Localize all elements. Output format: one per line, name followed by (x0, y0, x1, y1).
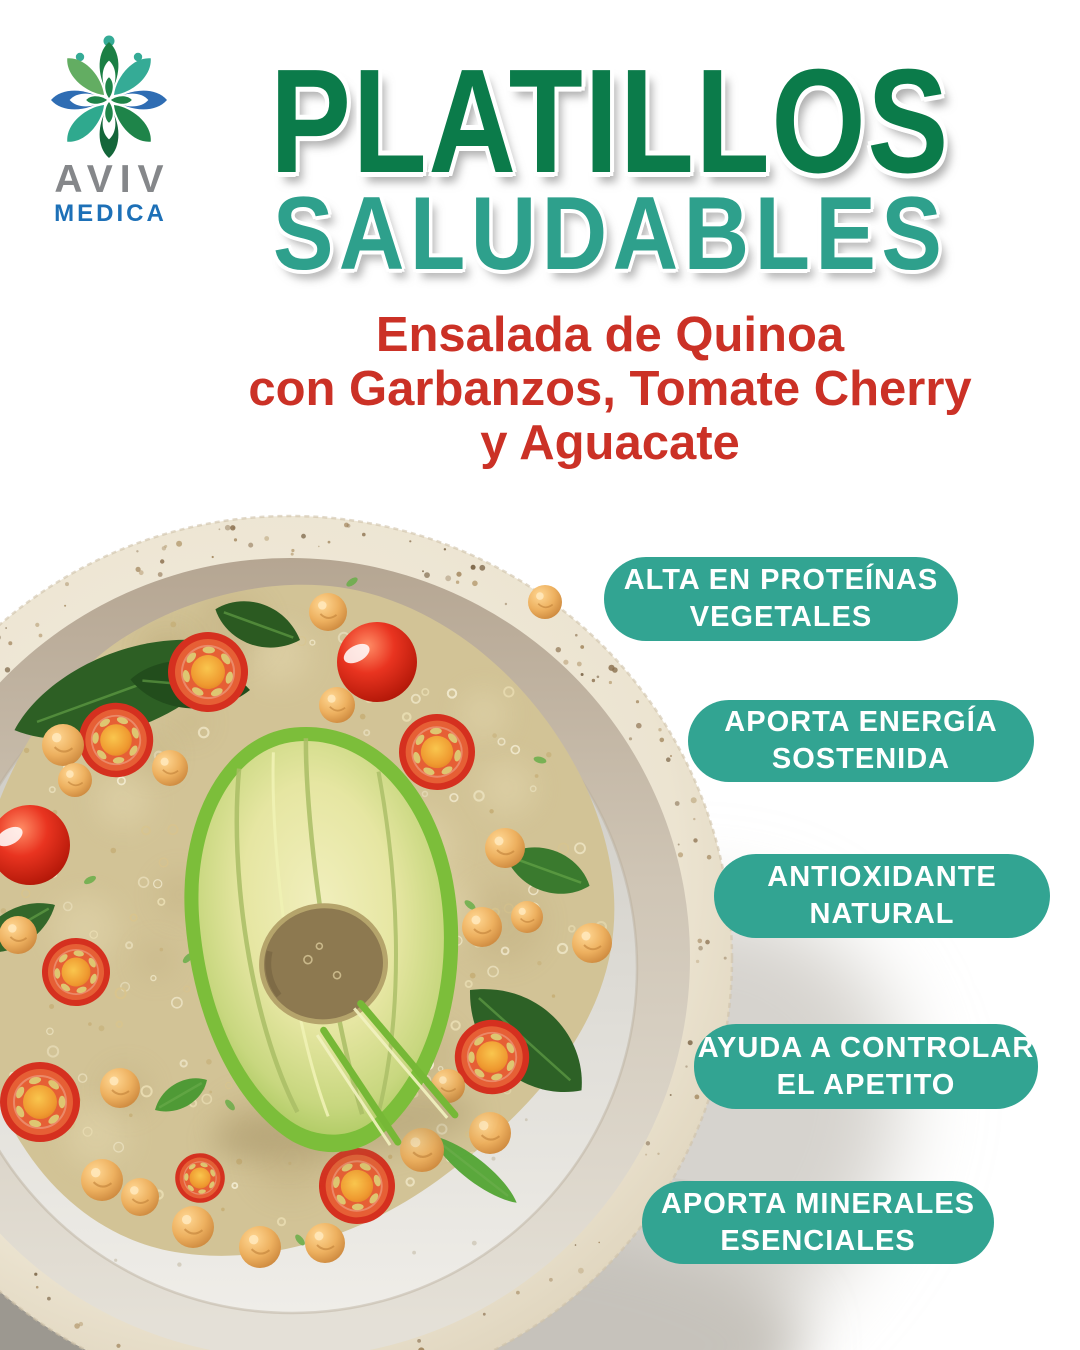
chickpea-highlight (52, 733, 61, 742)
quinoa-grain (492, 733, 497, 738)
rim-speckle (164, 545, 167, 548)
rim-speckle (8, 641, 12, 645)
quinoa-grain (288, 1162, 291, 1165)
rim-speckle (577, 662, 582, 667)
rim-speckle (136, 550, 138, 552)
rim-speckle (580, 645, 584, 649)
chickpea-highlight (91, 1168, 100, 1177)
rim-speckle (65, 582, 69, 586)
rim-speckle (471, 565, 476, 570)
rim-speckle (670, 755, 672, 757)
quinoa-grain (489, 809, 493, 813)
quinoa-grain (88, 1022, 92, 1026)
chickpea-highlight (161, 758, 169, 766)
chickpea (528, 585, 562, 619)
chickpea-highlight (536, 592, 544, 600)
rim-speckle (47, 1297, 51, 1301)
rim-speckle (695, 1095, 700, 1100)
benefit-text: APORTA MINERALES (660, 1187, 976, 1220)
rim-speckle (472, 581, 478, 587)
chickpea-body (152, 750, 188, 786)
chickpea-body (572, 923, 612, 963)
rim-speckle (39, 634, 43, 638)
rim-speckle (456, 572, 461, 577)
rim-speckle (636, 723, 642, 729)
rim-speckle (64, 605, 66, 607)
rim-speckle (291, 553, 294, 556)
benefit-badge-antioxidante (714, 854, 1050, 938)
rim-speckle (328, 541, 331, 544)
chickpea-body (309, 593, 347, 631)
chickpea-highlight (582, 932, 591, 941)
benefit-text: ALTA EN PROTEÍNAS (623, 564, 939, 596)
rim-speckle (176, 541, 182, 547)
benefit-text: VEGETALES (689, 601, 873, 633)
rim-speckle (575, 634, 578, 637)
rim-speckle (301, 534, 306, 539)
quinoa-grain (111, 848, 117, 854)
benefit-text: SOSTENIDA (771, 743, 951, 775)
rim-speckle (212, 556, 214, 558)
chickpea-highlight (439, 1076, 447, 1084)
chickpea-body (58, 763, 92, 797)
benefit-text: AYUDA A CONTROLAR (697, 1031, 1035, 1064)
chickpea (319, 687, 355, 723)
well-speckle (177, 1262, 181, 1266)
well-speckle (114, 1259, 117, 1262)
dish-name-line3: y Aguacate (480, 416, 740, 470)
rim-speckle (660, 738, 665, 743)
chickpea-body (239, 1226, 281, 1268)
rim-speckle (646, 1141, 650, 1145)
rim-speckle (5, 627, 7, 629)
cherry-tomato (337, 622, 417, 702)
chickpea (462, 907, 502, 947)
quinoa-grain (160, 948, 164, 952)
rim-speckle (670, 1094, 672, 1096)
chickpea-body (305, 1223, 345, 1263)
chickpea (42, 724, 84, 766)
rim-speckle (158, 572, 163, 577)
rim-speckle (575, 1244, 577, 1246)
chickpea-body (0, 916, 37, 954)
well-speckle (525, 1118, 528, 1121)
brand-logo (18, 28, 200, 227)
well-speckle (412, 1251, 416, 1255)
chickpea-body (81, 1159, 123, 1201)
rim-speckle (581, 673, 584, 676)
rim-speckle (597, 676, 600, 679)
chickpea-body (172, 1206, 214, 1248)
rim-speckle (74, 1323, 80, 1329)
chickpea-body (319, 687, 355, 723)
rim-speckle (116, 1344, 120, 1348)
rim-speckle (678, 844, 680, 846)
benefit-badge-minerales (642, 1181, 994, 1264)
chickpea (58, 763, 92, 797)
rim-speckle (724, 957, 727, 960)
quinoa-light-patch (480, 760, 535, 815)
rim-speckle (479, 565, 485, 571)
rim-speckle (657, 1153, 659, 1155)
chickpea (81, 1159, 123, 1201)
chickpea-body (42, 724, 84, 766)
benefit-text: ESENCIALES (720, 1224, 916, 1257)
benefit-text: APORTA ENERGÍA (724, 706, 998, 738)
rim-speckle (629, 737, 632, 740)
chickpea (309, 593, 347, 631)
quinoa-grain (49, 1004, 54, 1009)
chickpea (0, 916, 37, 954)
chickpea (485, 828, 525, 868)
quinoa-shadow-patch (139, 942, 175, 978)
quinoa-grain (360, 714, 366, 720)
rim-speckle (456, 581, 459, 584)
chickpea (100, 1068, 140, 1108)
rim-speckle (556, 647, 561, 652)
rim-speckle (344, 523, 349, 528)
rim-speckle (678, 852, 683, 857)
rim-speckle (5, 667, 10, 672)
chickpea-highlight (249, 1235, 258, 1244)
rim-speckle (609, 681, 612, 684)
rim-speckle (578, 1268, 584, 1274)
rim-speckle (705, 940, 710, 945)
chickpea (511, 901, 543, 933)
brand-name: AVIV (54, 158, 171, 201)
quinoa-grain (170, 622, 176, 628)
rim-speckle (698, 939, 703, 944)
chickpea-highlight (66, 770, 74, 778)
rim-speckle (636, 700, 639, 703)
rim-speckle (35, 623, 39, 627)
rim-speckle (666, 757, 671, 762)
rim-speckle (688, 1040, 693, 1045)
well-speckle (472, 1241, 477, 1246)
rim-speckle (160, 559, 164, 563)
dish-name-line1: Ensalada de Quinoa (375, 308, 845, 362)
rim-speckle (693, 838, 697, 842)
rim-speckle (549, 1278, 553, 1282)
rim-speckle (685, 1065, 687, 1067)
quinoa-grain (388, 1155, 392, 1159)
rim-speckle (444, 548, 446, 550)
quinoa-grain (24, 748, 29, 753)
rim-speckle (658, 728, 661, 731)
chickpea (121, 1178, 159, 1216)
chickpea-body (462, 907, 502, 947)
quinoa-grain (470, 973, 476, 979)
dish-name-line2: con Garbanzos, Tomate Cherry (248, 362, 972, 416)
chickpea-body (528, 585, 562, 619)
quinoa-grain (129, 1114, 133, 1118)
benefit-badge-energia (688, 700, 1034, 782)
chickpea-body (485, 828, 525, 868)
chickpea-highlight (8, 924, 17, 933)
rim-speckle (691, 797, 697, 803)
quinoa-grain (236, 1159, 242, 1165)
rim-speckle (693, 818, 695, 820)
rim-speckle (230, 525, 235, 530)
rim-speckle (36, 1286, 39, 1289)
rim-speckle (362, 533, 366, 537)
rim-speckle (422, 570, 424, 572)
tomato-core (23, 1085, 57, 1119)
poster-title-line1: PLATILLOS (270, 39, 950, 204)
chickpea-highlight (130, 1186, 139, 1195)
chickpea-highlight (479, 1121, 488, 1130)
chickpea-highlight (472, 916, 481, 925)
rim-speckle (225, 525, 231, 531)
chickpea (239, 1226, 281, 1268)
quinoa-grain (537, 961, 541, 965)
rim-speckle (592, 679, 595, 682)
chickpea-highlight (318, 601, 327, 610)
rim-speckle (505, 603, 507, 605)
rim-speckle (598, 1242, 600, 1244)
quinoa-grain (221, 1208, 225, 1212)
poster-title-line2: SALUDABLES (272, 176, 948, 292)
rim-speckle (698, 946, 703, 951)
chickpea-highlight (315, 1232, 324, 1241)
quinoa-grain (99, 1025, 105, 1031)
dish-name (120, 308, 1080, 470)
chickpea-highlight (519, 908, 526, 915)
rim-speckle (445, 575, 451, 581)
rim-speckle (291, 549, 294, 552)
well-speckle (492, 1157, 496, 1161)
chickpea-body (100, 1068, 140, 1108)
quinoa-grain (546, 752, 551, 757)
chickpea (152, 750, 188, 786)
benefit-badge-apetito (694, 1024, 1038, 1109)
brand-subname: MEDICA (54, 199, 167, 227)
benefit-text: EL APETITO (776, 1068, 956, 1101)
chickpea (469, 1112, 511, 1154)
chickpea-highlight (328, 695, 336, 703)
chickpea-body (121, 1178, 159, 1216)
benefit-text: ANTIOXIDANTE (767, 861, 997, 893)
rim-speckle (417, 1339, 421, 1343)
chickpea-body (469, 1112, 511, 1154)
rim-speckle (608, 665, 614, 671)
lotus-flower-icon (34, 28, 184, 160)
rim-speckle (318, 546, 320, 548)
quinoa-grain (206, 1059, 212, 1065)
rim-speckle (219, 528, 221, 530)
rim-speckle (264, 536, 269, 541)
benefit-text: NATURAL (809, 898, 955, 930)
rim-speckle (139, 570, 144, 575)
chickpea-highlight (495, 837, 504, 846)
rim-speckle (707, 855, 712, 860)
rim-speckle (645, 1154, 647, 1156)
cherry-tomato-half (0, 1062, 80, 1142)
rim-speckle (409, 540, 411, 542)
rim-speckle (34, 1273, 37, 1276)
chickpea-highlight (182, 1215, 191, 1224)
rim-speckle (675, 801, 680, 806)
rim-speckle (563, 660, 568, 665)
tomato-seed (59, 1096, 66, 1108)
quinoa-grain (209, 1091, 212, 1094)
rim-speckle (516, 1291, 520, 1295)
quinoa-light-patch (96, 773, 150, 827)
rim-speckle (234, 538, 237, 541)
chickpea (172, 1206, 214, 1248)
quinoa-grain (535, 774, 539, 778)
chickpea (305, 1223, 345, 1263)
chickpea-highlight (110, 1077, 119, 1086)
chickpea (572, 923, 612, 963)
rim-speckle (248, 543, 253, 548)
rim-speckle (696, 960, 699, 963)
rim-speckle (424, 572, 430, 578)
chickpea-body (511, 901, 543, 933)
benefit-badge-proteinas (604, 557, 958, 641)
quinoa-grain (552, 994, 555, 997)
rim-speckle (483, 1313, 486, 1316)
